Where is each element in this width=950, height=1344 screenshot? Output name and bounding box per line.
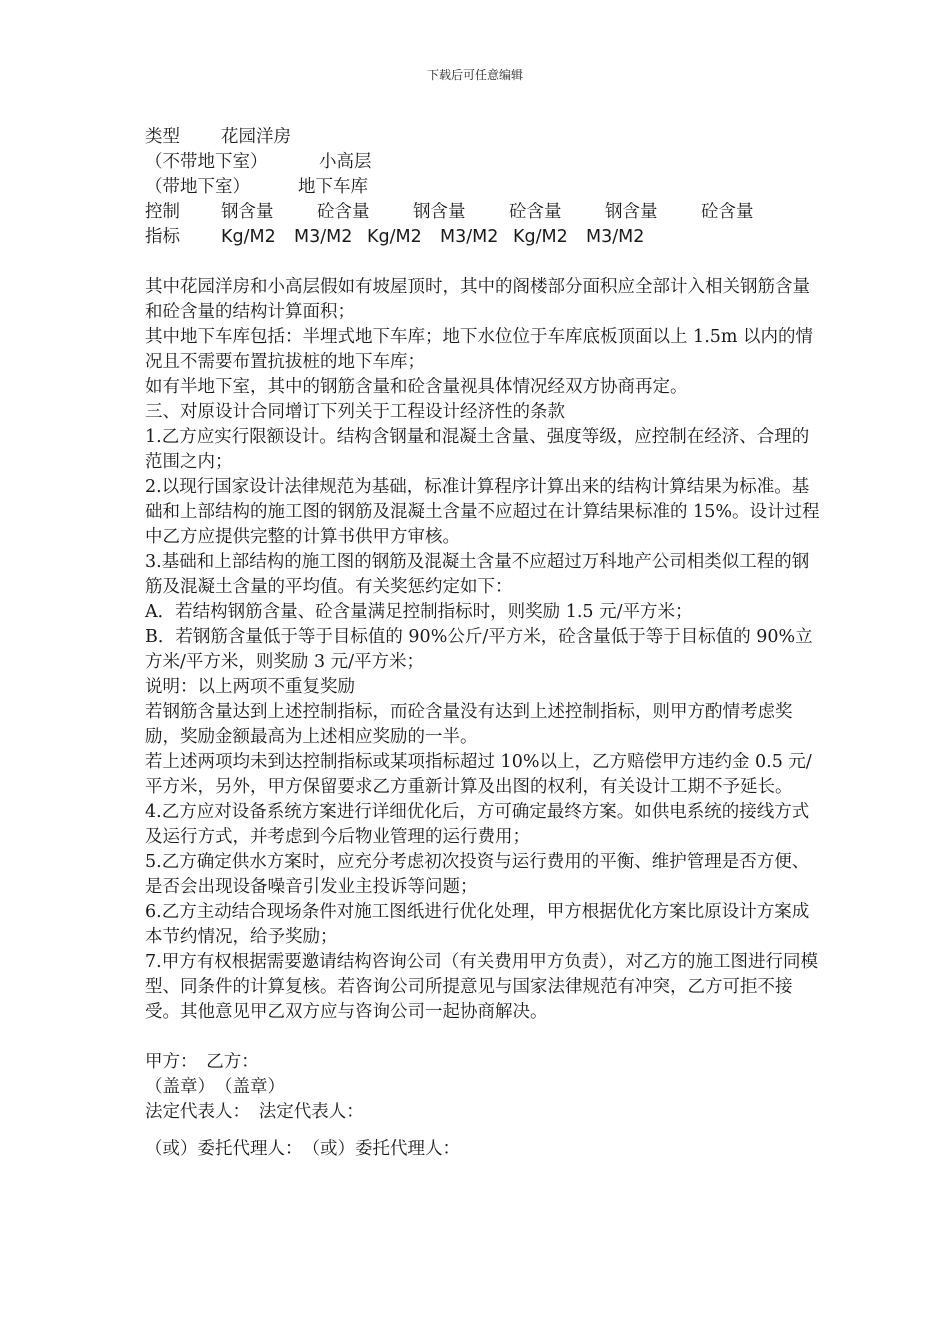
paragraph: 6.乙方主动结合现场条件对施工图纸进行优化处理，甲方根据优化方案比原设计方案成本节约情况，给予奖励；	[145, 902, 810, 947]
table-cell: 钢含量	[413, 202, 466, 222]
paragraph: 若钢筋含量达到上述控制指标，而砼含量没有达到上述控制指标，则甲方酌情考虑奖励，奖励金额最高为上述相应奖励的一半。	[145, 702, 793, 747]
table-cell: （不带地下室）	[145, 152, 268, 172]
paragraph: 其中地下车库包括：半埋式地下车库；地下水位位于车库底板顶面以上 1.5m 以内的情况且不需要布置抗拔桩的地下车库；	[145, 327, 814, 372]
signature-legal-rep-line: 法定代表人： 法定代表人：	[145, 1102, 364, 1122]
table-cell: 地下车库	[298, 177, 368, 197]
table-cell: 控制	[145, 202, 180, 222]
table-cell: 钢含量	[221, 202, 274, 222]
table-cell: 砼含量	[509, 202, 562, 222]
paragraph: 5.乙方确定供水方案时，应充分考虑初次投资与运行费用的平衡、维护管理是否方便、是否会出现设备噪音引发业主投诉等问题；	[145, 852, 810, 897]
paragraph: 1.乙方应实行限额设计。结构含钢量和混凝土含量、强度等级，应控制在经济、合理的范围之内；	[145, 427, 810, 472]
table-cell: 钢含量	[605, 202, 658, 222]
signature-seal-line: （盖章） （盖章）	[145, 1077, 285, 1097]
table-cell: 砼含量	[701, 202, 754, 222]
table-cell: （带地下室）	[145, 177, 250, 197]
paragraph: B．若钢筋含量低于等于目标值的 90%公斤/平方米，砼含量低于等于目标值的 90%立方米/平方米，则奖励 3 元/平方米；	[145, 627, 813, 672]
table-cell: M3/M2	[440, 227, 499, 247]
table-row-units	[145, 225, 825, 250]
table-row-basement	[145, 175, 825, 200]
paragraph: 如有半地下室，其中的钢筋含量和砼含量视具体情况经双方协商再定。	[145, 377, 688, 397]
paragraph: A．若结构钢筋含量、砼含量满足控制指标时，则奖励 1.5 元/平方米；	[145, 602, 693, 622]
document-body	[145, 125, 825, 1162]
table-row-basement-none	[145, 150, 825, 175]
paragraph: 4.乙方应对设备系统方案进行详细优化后，方可确定最终方案。如供电系统的接线方式及运行方式，并考虑到今后物业管理的运行费用；	[145, 802, 810, 847]
table-cell: Kg/M2	[221, 227, 276, 247]
table-cell: 砼含量	[317, 202, 370, 222]
table-cell: M3/M2	[586, 227, 645, 247]
table-cell: 小高层	[319, 152, 372, 172]
signature-party-line: 甲方： 乙方：	[145, 1052, 259, 1072]
table-row-type	[145, 125, 825, 150]
page-header: 下载后可任意编辑	[426, 68, 523, 82]
table-cell: M3/M2	[294, 227, 353, 247]
signature-agent-line: （或）委托代理人： （或）委托代理人：	[145, 1139, 460, 1159]
paragraph: 若上述两项均未到达控制指标或某项指标超过 10%以上，乙方赔偿甲方违约金 0.5 元/平方米，另外，甲方保留要求乙方重新计算及出图的权利，有关设计工期不予延长。	[145, 752, 812, 797]
table-cell: Kg/M2	[513, 227, 568, 247]
paragraph: 3.基础和上部结构的施工图的钢筋及混凝土含量不应超过万科地产公司相类似工程的钢筋及混凝土含量的平均值。有关奖惩约定如下：	[145, 552, 810, 597]
table-row-control	[145, 200, 825, 225]
table-cell: 花园洋房	[221, 127, 291, 147]
paragraph: 说明：以上两项不重复奖励	[145, 677, 355, 697]
table-cell: 类型	[145, 127, 180, 147]
paragraph: 其中花园洋房和小高层假如有坡屋顶时，其中的阁楼部分面积应全部计入相关钢筋含量和砼含量的结构计算面积；	[145, 277, 810, 322]
section-heading: 三、对原设计合同增订下列关于工程设计经济性的条款	[145, 402, 565, 422]
table-cell: 指标	[145, 227, 180, 247]
table-cell: Kg/M2	[367, 227, 422, 247]
paragraph: 2.以现行国家设计法律规范为基础，标准计算程序计算出来的结构计算结果为标准。基础和上部结构的施工图的钢筋及混凝土含量不应超过在计算结果标准的 15%。设计过程中乙方应提供完整的计算书供甲方审核。	[145, 477, 820, 547]
paragraph: 7.甲方有权根据需要邀请结构咨询公司（有关费用甲方负责），对乙方的施工图进行同模型、同条件的计算复核。若咨询公司所提意见与国家法律规范有冲突，乙方可拒不接受。其他意见甲乙双方应与咨询公司一起协商解决。	[145, 952, 818, 1022]
